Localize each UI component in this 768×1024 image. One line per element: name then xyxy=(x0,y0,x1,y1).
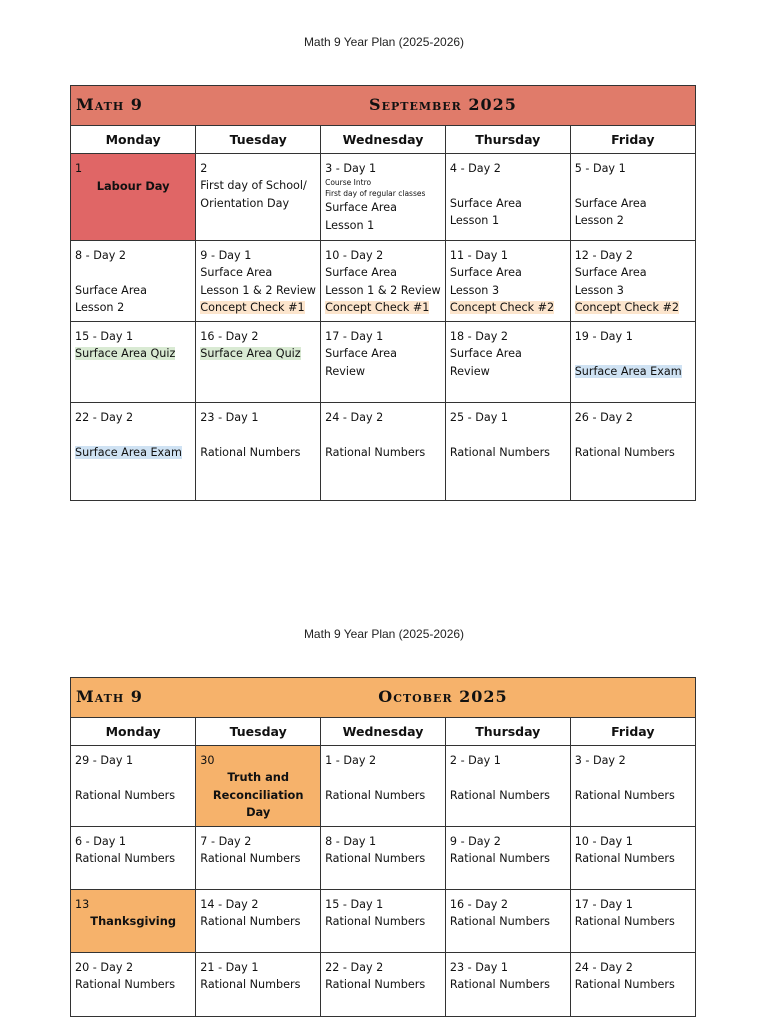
lesson-text: Rational Numbers xyxy=(449,445,550,459)
spacer xyxy=(75,426,191,444)
day-cell xyxy=(71,952,196,1016)
day-cell xyxy=(445,952,570,1016)
lesson-text: Surface Area xyxy=(449,196,522,210)
day-label: 23 - Day 1 xyxy=(449,960,509,974)
lesson-text: Lesson 3 xyxy=(574,283,624,297)
assessment-wrapper xyxy=(575,363,691,381)
lesson-text: Rational Numbers xyxy=(75,852,176,865)
day-cell xyxy=(196,321,321,402)
day-label: 7 - Day 2 xyxy=(200,834,252,848)
lesson-text: Rational Numbers xyxy=(449,852,550,865)
lesson-text: Surface Area xyxy=(75,283,147,297)
spacer xyxy=(325,426,441,444)
lesson-text: Rational Numbers xyxy=(200,445,301,459)
day-label: 10 - Day 1 xyxy=(574,834,633,848)
calendar-grid xyxy=(71,718,695,1016)
day-label: 29 - Day 1 xyxy=(75,753,134,767)
lesson-text: Rational Numbers xyxy=(449,915,550,928)
day-label: 21 - Day 1 xyxy=(200,960,259,974)
day-label: 24 - Day 2 xyxy=(574,960,633,974)
day-cell xyxy=(71,745,196,826)
assessment-label: Concept Check #1 xyxy=(200,301,305,314)
holiday-name: Labour Day xyxy=(96,179,170,193)
week-row xyxy=(71,321,695,402)
assessment-label: Concept Check #1 xyxy=(325,301,430,314)
lesson-text: Surface Area xyxy=(325,201,398,214)
week-row xyxy=(71,402,695,500)
lesson-text: Rational Numbers xyxy=(574,852,675,865)
day-cell xyxy=(570,889,695,952)
day-label: 18 - Day 2 xyxy=(449,329,509,343)
assessment-wrapper xyxy=(200,299,316,317)
day-label: 10 - Day 2 xyxy=(325,248,384,262)
calendar-title-bar xyxy=(71,678,695,718)
spacer xyxy=(450,177,566,195)
day-cell xyxy=(570,402,695,500)
week-row xyxy=(71,745,695,826)
day-label: 17 - Day 1 xyxy=(325,329,384,343)
month-title: October 2025 xyxy=(378,687,508,706)
day-label: 20 - Day 2 xyxy=(75,960,134,974)
day-label: 26 - Day 2 xyxy=(574,410,633,424)
day-cell xyxy=(321,889,446,952)
calendar-grid xyxy=(71,126,695,500)
day-cell xyxy=(196,153,321,240)
day-label: 11 - Day 1 xyxy=(449,248,509,262)
lesson-text: Orientation Day xyxy=(200,196,290,210)
week-row xyxy=(71,952,695,1016)
lesson-text: Surface Area xyxy=(325,266,398,279)
lesson-text: Lesson 2 xyxy=(574,214,624,227)
assessment-label: Surface Area Quiz xyxy=(200,347,301,360)
day-cell xyxy=(445,240,570,321)
weekday-header: Thursday xyxy=(445,718,570,745)
day-cell xyxy=(321,321,446,402)
day-label: 25 - Day 1 xyxy=(449,410,509,424)
lesson-text: Rational Numbers xyxy=(200,915,301,928)
day-cell xyxy=(321,402,446,500)
holiday-cell xyxy=(71,153,196,240)
lesson-text: Surface Area xyxy=(325,347,398,360)
holiday-cell xyxy=(196,745,321,826)
page-header-september: Math 9 Year Plan (2025-2026) xyxy=(303,35,465,49)
day-cell xyxy=(71,402,196,500)
day-cell xyxy=(445,826,570,889)
day-label: 3 - Day 1 xyxy=(325,161,377,175)
lesson-text: Lesson 1 & 2 Review xyxy=(200,283,316,297)
week-row xyxy=(71,240,695,321)
lesson-text: Lesson 2 xyxy=(75,301,125,314)
lesson-text: Rational Numbers xyxy=(325,788,426,802)
day-cell xyxy=(570,745,695,826)
assessment-wrapper xyxy=(450,299,566,317)
lesson-text: Surface Area xyxy=(574,266,647,279)
day-note: Course Intro xyxy=(325,178,372,187)
spacer xyxy=(325,769,441,787)
spacer xyxy=(75,264,191,282)
lesson-text: Rational Numbers xyxy=(449,788,550,802)
lesson-text: Rational Numbers xyxy=(75,978,176,991)
day-cell xyxy=(196,240,321,321)
assessment-wrapper xyxy=(75,444,191,462)
day-cell xyxy=(196,402,321,500)
lesson-text: Surface Area xyxy=(449,347,522,360)
day-cell xyxy=(570,826,695,889)
holiday-name: Reconciliation Day xyxy=(212,787,304,819)
holiday-name: Thanksgiving xyxy=(90,914,176,928)
weekday-header: Wednesday xyxy=(321,718,446,745)
weekday-header: Thursday xyxy=(445,126,570,153)
lesson-text: Rational Numbers xyxy=(574,915,675,928)
weekday-header: Monday xyxy=(71,126,196,153)
lesson-text: Rational Numbers xyxy=(200,852,301,865)
weekday-header: Friday xyxy=(570,718,695,745)
lesson-text: Surface Area xyxy=(574,196,647,210)
lesson-text: Rational Numbers xyxy=(574,445,675,459)
assessment-wrapper xyxy=(75,345,191,363)
weekday-header: Wednesday xyxy=(321,126,446,153)
lesson-text: Surface Area xyxy=(449,266,522,279)
day-label: 16 - Day 2 xyxy=(200,329,259,343)
day-label: 16 - Day 2 xyxy=(449,897,509,911)
week-row xyxy=(71,153,695,240)
lesson-text: Rational Numbers xyxy=(75,788,176,802)
lesson-text: Rational Numbers xyxy=(325,445,426,459)
day-label: 22 - Day 2 xyxy=(75,410,134,424)
day-label: 24 - Day 2 xyxy=(325,410,384,424)
lesson-text: Lesson 1 & 2 Review xyxy=(325,283,441,297)
day-cell xyxy=(71,321,196,402)
assessment-wrapper xyxy=(325,299,441,317)
spacer xyxy=(575,177,691,195)
day-cell xyxy=(570,153,695,240)
day-label: 2 xyxy=(200,161,208,175)
spacer xyxy=(450,769,566,787)
lesson-text: Lesson 1 xyxy=(325,218,375,232)
day-label: 22 - Day 2 xyxy=(325,960,384,974)
day-cell xyxy=(445,153,570,240)
day-label: 8 - Day 1 xyxy=(325,834,377,848)
week-row xyxy=(71,889,695,952)
day-label: 5 - Day 1 xyxy=(574,161,626,175)
weekday-header: Tuesday xyxy=(196,718,321,745)
lesson-text: Surface Area xyxy=(200,266,273,279)
spacer xyxy=(575,769,691,787)
spacer xyxy=(200,426,316,444)
day-cell xyxy=(445,321,570,402)
day-label: 12 - Day 2 xyxy=(574,248,633,262)
day-label: 9 - Day 2 xyxy=(449,834,501,848)
day-cell xyxy=(196,826,321,889)
day-label: 2 - Day 1 xyxy=(449,753,501,767)
lesson-text: Rational Numbers xyxy=(574,978,675,991)
lesson-text: First day of School/ xyxy=(200,179,307,192)
day-label: 1 - Day 2 xyxy=(325,753,377,767)
holiday-cell xyxy=(71,889,196,952)
day-label: 14 - Day 2 xyxy=(200,897,259,911)
holiday-name: Truth and xyxy=(227,770,290,784)
day-label: 30 xyxy=(200,753,215,767)
spacer xyxy=(75,769,191,787)
spacer xyxy=(575,345,691,363)
day-cell xyxy=(570,321,695,402)
day-label: 1 xyxy=(75,161,83,175)
weekday-header-row xyxy=(71,126,695,153)
lesson-text: Rational Numbers xyxy=(200,978,301,991)
day-label: 17 - Day 1 xyxy=(574,897,633,911)
page-header-october: Math 9 Year Plan (2025-2026) xyxy=(303,627,465,641)
weekday-header: Monday xyxy=(71,718,196,745)
day-cell xyxy=(321,826,446,889)
assessment-wrapper xyxy=(575,299,691,317)
day-note: First day of regular classes xyxy=(325,189,426,198)
weekday-header-row xyxy=(71,718,695,745)
calendar-september xyxy=(70,85,696,501)
week-row xyxy=(71,826,695,889)
assessment-label: Concept Check #2 xyxy=(449,301,555,314)
calendar-title-bar xyxy=(71,86,695,126)
day-label: 23 - Day 1 xyxy=(200,410,259,424)
day-cell xyxy=(196,952,321,1016)
day-cell xyxy=(321,952,446,1016)
day-cell xyxy=(321,745,446,826)
assessment-label: Surface Area Exam xyxy=(75,445,182,459)
day-cell xyxy=(321,240,446,321)
assessment-label: Concept Check #2 xyxy=(574,301,679,314)
month-title: September 2025 xyxy=(369,95,517,114)
spacer xyxy=(450,426,566,444)
day-cell xyxy=(445,889,570,952)
day-label: 9 - Day 1 xyxy=(200,248,252,262)
lesson-text: Review xyxy=(325,364,366,378)
subject-title: Math 9 xyxy=(76,687,143,706)
day-label: 8 - Day 2 xyxy=(75,248,127,262)
lesson-text: Rational Numbers xyxy=(574,788,675,802)
day-cell xyxy=(445,745,570,826)
calendar-october xyxy=(70,677,696,1017)
day-label: 4 - Day 2 xyxy=(449,161,501,175)
lesson-text: Rational Numbers xyxy=(325,915,426,928)
assessment-label: Surface Area Quiz xyxy=(75,347,176,360)
day-label: 6 - Day 1 xyxy=(75,834,127,848)
day-label: 3 - Day 2 xyxy=(574,753,626,767)
day-cell xyxy=(570,952,695,1016)
day-label: 13 xyxy=(75,897,90,911)
weekday-header: Tuesday xyxy=(196,126,321,153)
assessment-label: Surface Area Exam xyxy=(574,364,682,378)
day-cell xyxy=(321,153,446,240)
day-cell xyxy=(196,889,321,952)
day-cell xyxy=(445,402,570,500)
lesson-text: Rational Numbers xyxy=(325,978,426,991)
day-cell xyxy=(71,240,196,321)
lesson-text: Lesson 1 xyxy=(449,214,500,227)
lesson-text: Review xyxy=(449,364,490,378)
day-cell xyxy=(71,826,196,889)
day-label: 19 - Day 1 xyxy=(574,329,633,343)
day-cell xyxy=(570,240,695,321)
lesson-text: Rational Numbers xyxy=(325,852,426,865)
lesson-text: Rational Numbers xyxy=(449,978,550,991)
day-label: 15 - Day 1 xyxy=(325,897,384,911)
assessment-wrapper xyxy=(200,345,316,363)
subject-title: Math 9 xyxy=(76,95,143,114)
lesson-text: Lesson 3 xyxy=(449,283,500,297)
weekday-header: Friday xyxy=(570,126,695,153)
spacer xyxy=(575,426,691,444)
day-label: 15 - Day 1 xyxy=(75,329,134,343)
